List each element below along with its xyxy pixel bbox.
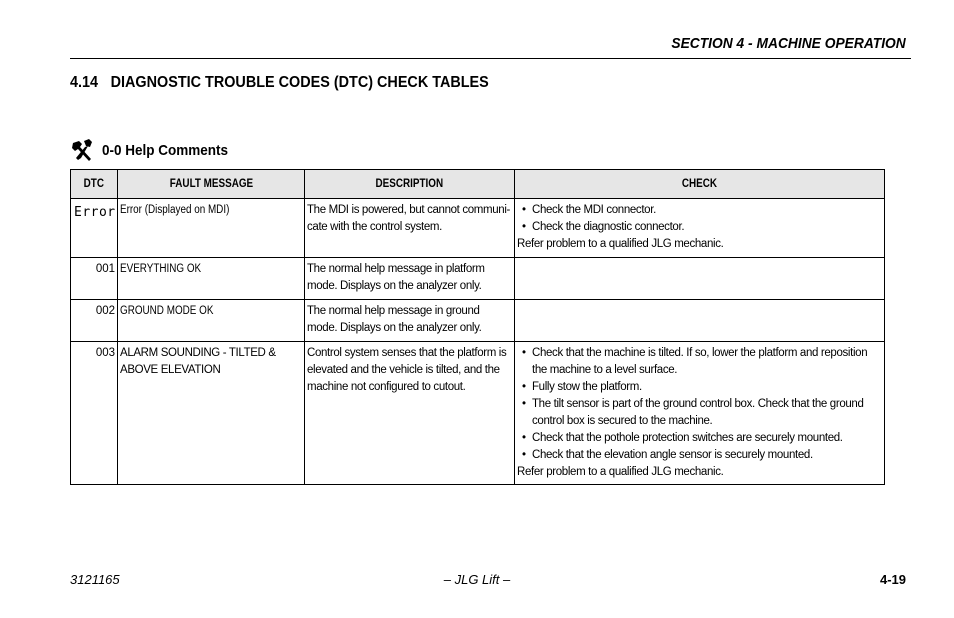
check-cell	[515, 342, 885, 485]
check-item: • The tilt sensor is part of the ground control box. Check that the ground control box is secured to the machine.	[517, 396, 882, 430]
fault-message-cell: GROUND MODE OK	[118, 300, 305, 342]
check-item: • Fully stow the platform.	[517, 379, 882, 396]
description-cell: Control system senses that the platform is elevated and the vehicle is tilted, and the machine not configured to cutout.	[305, 342, 515, 485]
table-row	[71, 199, 885, 258]
dtc-table	[70, 169, 885, 485]
check-note: Refer problem to a qualified JLG mechanic.	[517, 238, 724, 250]
check-cell	[515, 258, 885, 300]
header-rule	[70, 58, 911, 59]
footer-page-number: 4-19	[879, 572, 906, 587]
check-cell	[515, 199, 885, 258]
fault-message-cell: EVERYTHING OK	[118, 258, 305, 300]
section-header: SECTION 4 - MACHINE OPERATION	[671, 35, 906, 52]
table-row	[71, 258, 885, 300]
description-cell: The normal help message in platform mode. Displays on the analyzer only.	[305, 258, 515, 300]
column-header-description: DESCRIPTION	[305, 170, 515, 199]
dtc-code-cell: 003	[71, 342, 118, 485]
fault-message-cell: ALARM SOUNDING - TILTED & ABOVE ELEVATION	[118, 342, 305, 485]
table-row	[71, 342, 885, 485]
column-header-check: CHECK	[515, 170, 885, 199]
footer-company: – JLG Lift –	[443, 572, 511, 587]
lcd-error-text: Error	[74, 205, 116, 220]
sub-heading-title: 0-0 Help Comments	[102, 141, 229, 159]
description-cell: The MDI is powered, but cannot communi-cate with the control system.	[305, 199, 515, 258]
wrench-hammer-icon	[70, 138, 96, 162]
table-header-row	[71, 170, 885, 199]
table-row	[71, 300, 885, 342]
check-list	[517, 202, 882, 236]
check-item: • Check the diagnostic connector.	[517, 219, 882, 236]
description-cell: The normal help message in ground mode. Displays on the analyzer only.	[305, 300, 515, 342]
check-cell	[515, 300, 885, 342]
section-number: 4.14	[70, 74, 99, 91]
section-title-text: DIAGNOSTIC TROUBLE CODES (DTC) CHECK TABLES	[110, 74, 489, 91]
dtc-code-cell: 001	[71, 258, 118, 300]
dtc-code-cell: 002	[71, 300, 118, 342]
column-header-dtc: DTC	[71, 170, 118, 199]
check-note: Refer problem to a qualified JLG mechanic.	[517, 466, 724, 478]
check-item: • Check that the machine is tilted. If so, lower the platform and reposition the machine to a level surface.	[517, 345, 882, 379]
check-item: • Check that the elevation angle sensor is securely mounted.	[517, 447, 882, 464]
check-item: • Check the MDI connector.	[517, 202, 882, 219]
check-item: • Check that the pothole protection switches are securely mounted.	[517, 430, 882, 447]
column-header-fault-message: FAULT MESSAGE	[118, 170, 305, 199]
section-title	[70, 74, 489, 92]
footer-document-number: 3121165	[70, 572, 120, 587]
fault-message-cell: Error (Displayed on MDI)	[118, 199, 305, 258]
sub-heading	[70, 138, 242, 162]
dtc-code-cell	[71, 199, 118, 258]
check-list	[517, 345, 882, 464]
